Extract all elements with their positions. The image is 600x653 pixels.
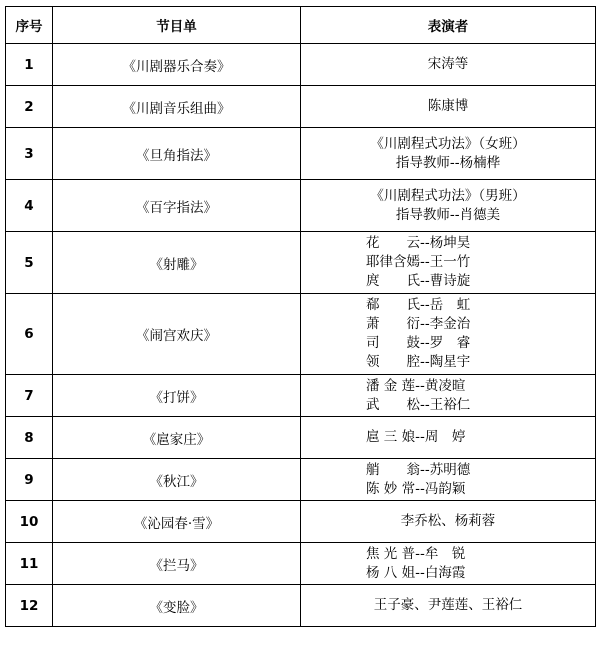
performer-line: 武 松--王裕仁 [366, 396, 471, 413]
performer-line: 《川剧程式功法》（男班） [370, 187, 526, 204]
performer-line: 扈 三 娘--周 婷 [366, 429, 466, 445]
row-number: 1 [6, 44, 53, 86]
performer-line: 指导教师--肖德美 [395, 206, 501, 223]
table-row [6, 232, 596, 294]
row-number: 5 [6, 232, 53, 294]
row-number: 12 [6, 585, 53, 627]
performer-line: 潘 金 莲--黄凌暄 [366, 377, 466, 394]
performer-cell [301, 44, 596, 86]
performer-line: 李乔松、杨莉蓉 [400, 513, 496, 529]
program-name: 《百字指法》 [53, 180, 301, 232]
row-number: 10 [6, 501, 53, 543]
program-name: 《沁园春·雪》 [53, 501, 301, 543]
performer-line: 王子豪、尹莲莲、王裕仁 [373, 597, 523, 613]
program-name: 《变脸》 [53, 585, 301, 627]
performer-cell [301, 128, 596, 180]
performer-cell [301, 232, 596, 294]
table-row [6, 459, 596, 501]
performer-line: 指导教师--杨楠桦 [395, 154, 501, 171]
table-row [6, 501, 596, 543]
row-number: 7 [6, 375, 53, 417]
performer-line: 《川剧程式功法》（女班） [370, 135, 526, 152]
performer-line: 杨 八 姐--白海霞 [366, 564, 466, 581]
performer-line: 花 云--杨坤昊 [366, 235, 471, 251]
performer-line: 耶律含嫣--王一竹 [366, 254, 471, 270]
row-number: 8 [6, 417, 53, 459]
program-name: 《川剧音乐组曲》 [53, 86, 301, 128]
table-row [6, 375, 596, 417]
performer-cell [301, 375, 596, 417]
row-number: 4 [6, 180, 53, 232]
table-row [6, 44, 596, 86]
performer-line: 陈康博 [427, 98, 469, 114]
header-performer: 表演者 [301, 7, 596, 44]
row-number: 9 [6, 459, 53, 501]
performer-line: 庹 氏--曹诗旋 [366, 273, 471, 289]
table-row [6, 294, 596, 375]
table-row [6, 86, 596, 128]
performer-cell [301, 180, 596, 232]
row-number: 6 [6, 294, 53, 375]
table-row [6, 543, 596, 585]
table-row [6, 585, 596, 627]
header-num: 序号 [6, 7, 53, 44]
table-row [6, 417, 596, 459]
row-number: 11 [6, 543, 53, 585]
header-row [6, 7, 596, 44]
performer-line: 领 腔--陶星宇 [366, 354, 471, 370]
performer-line: 艄 翁--苏明德 [366, 461, 471, 478]
program-name: 《旦角指法》 [53, 128, 301, 180]
performer-cell [301, 501, 596, 543]
performer-cell [301, 86, 596, 128]
table-row [6, 128, 596, 180]
performer-line: 陈 妙 常--冯韵颖 [366, 480, 466, 497]
program-name: 《秋江》 [53, 459, 301, 501]
program-table [5, 6, 596, 627]
performer-line: 宋涛等 [427, 56, 469, 72]
program-name: 《射雕》 [53, 232, 301, 294]
performer-cell [301, 543, 596, 585]
performer-line: 郗 氏--岳 虹 [366, 297, 471, 313]
table-row [6, 180, 596, 232]
performer-cell [301, 459, 596, 501]
performer-line: 焦 光 普--牟 锐 [366, 545, 466, 562]
program-name: 《川剧器乐合奏》 [53, 44, 301, 86]
program-name: 《闹宫欢庆》 [53, 294, 301, 375]
performer-line: 司 鼓--罗 睿 [366, 335, 471, 351]
row-number: 2 [6, 86, 53, 128]
program-name: 《扈家庄》 [53, 417, 301, 459]
performer-cell [301, 417, 596, 459]
program-name: 《拦马》 [53, 543, 301, 585]
performer-cell [301, 294, 596, 375]
performer-cell [301, 585, 596, 627]
header-program: 节目单 [53, 7, 301, 44]
performer-line: 萧 衍--李金治 [366, 316, 471, 332]
program-name: 《打饼》 [53, 375, 301, 417]
row-number: 3 [6, 128, 53, 180]
